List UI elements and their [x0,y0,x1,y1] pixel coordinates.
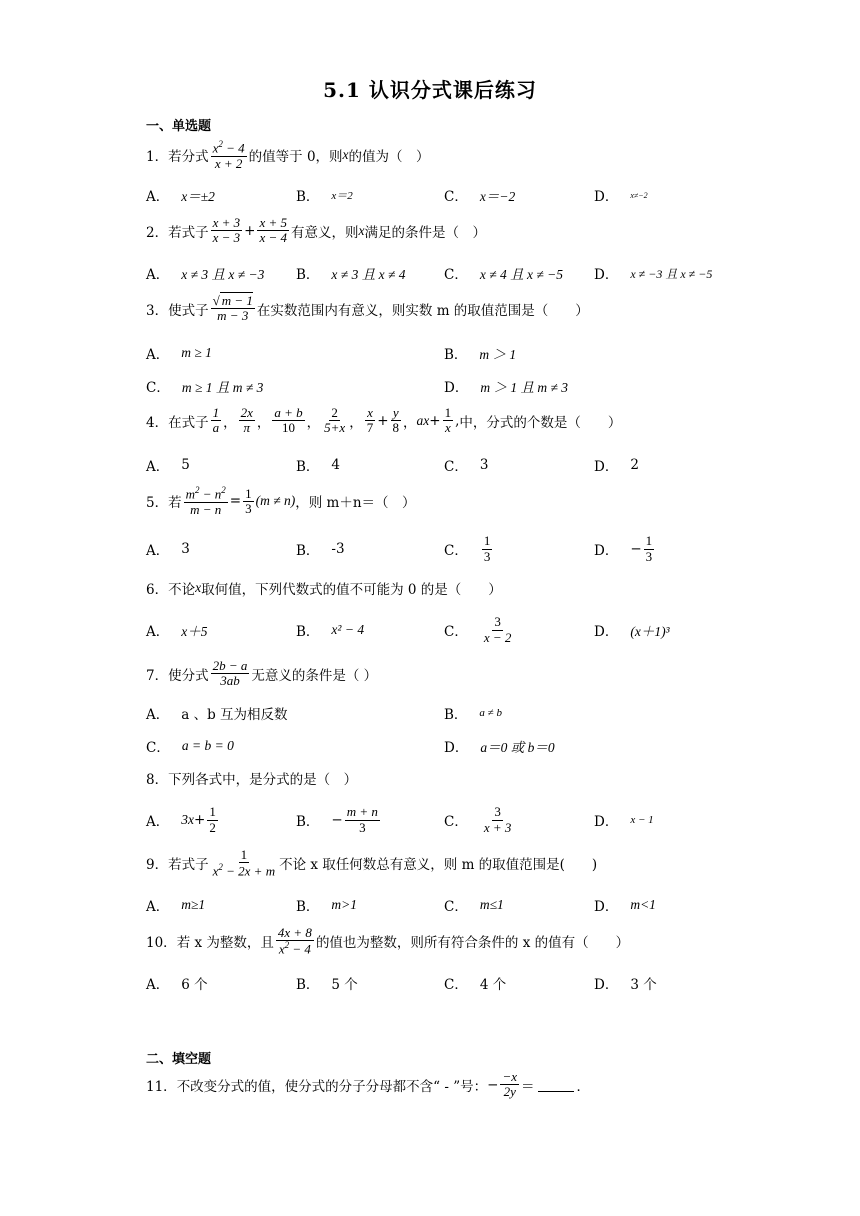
q3-option-c[interactable]: C． m ≥ 1 且 m ≠ 3 [146,380,264,396]
q2-option-b[interactable]: B． x ≠ 3 且 x ≠ 4 [296,267,406,283]
q9-option-d[interactable]: D． m<1 [594,897,656,915]
question-1: 1． 若分式 $\frac{x^2 - 4}{x + 2}$ 的值等于 0，则 x 的值为（ ） [146,139,430,171]
q2-option-a[interactable]: A． x ≠ 3 且 x ≠ −3 [146,267,265,283]
page-title: 5.1 认识分式课后练习 [323,78,537,102]
q9-options [146,893,746,917]
q9-option-c[interactable]: C． m≤1 [444,897,504,915]
q10-option-d[interactable]: D． 3 个 [594,977,657,993]
q9-option-a[interactable]: A． m≥1 [146,897,206,915]
question-6: 6． 不论 x 取何值，下列代数式的值不可能为 0 的是（ ） [146,580,502,598]
q4-options [146,453,746,477]
q3-option-b[interactable]: B． m ＞ 1 [444,347,517,363]
question-3: 3． 使式子 $\frac{√ m - 1}{m - 3}$ 在实数范围内有意义，则实数 m 的取值范围是（ ） [146,293,589,324]
answer-blank[interactable] [538,1077,574,1092]
q8-option-a[interactable]: A． 3x + $\frac{1}{2}$ [146,804,216,835]
section-single-choice: 一、单选题 [146,119,212,134]
q1-option-b[interactable]: B． x＝2 [296,189,353,205]
q3-options-row2 [146,374,746,398]
question-9: 9． 若式子 $\frac{1}{x^2 - 2x + m}$ 不论 x 取任何数总有意义，则 m 的取值范围是( ) [146,847,598,879]
q8-option-c[interactable]: C． $\frac{3}{x + 3}$ [444,804,512,835]
q6-options [146,614,746,645]
q3-option-d[interactable]: D． m ＞ 1 且 m ≠ 3 [444,380,568,396]
q6-option-a[interactable]: A． x＋5 [146,624,208,640]
question-11: 11． 不改变分式的值，使分式的分子分母都不含“ - ”号： − $\frac{-x}{2y}$ ＝ ． [146,1069,590,1100]
section-fill-blank: 二、填空题 [146,1052,212,1067]
q10-option-a[interactable]: A． 6 个 [146,977,208,993]
q3-options-row1 [146,341,746,365]
q6-option-c[interactable]: C． $\frac{3}{x - 2}$ [444,614,512,645]
q7-options-row1 [146,701,746,725]
q4-option-d[interactable]: D． 2 [594,457,639,475]
q5-option-a[interactable]: A． 3 [146,541,190,559]
q4-option-b[interactable]: B． 4 [296,457,341,475]
q1-option-c[interactable]: C． x＝−2 [444,189,516,205]
q4-option-a[interactable]: A． 5 [146,457,190,475]
q1-option-d[interactable]: D． x≠−2 [594,189,648,205]
q10-option-b[interactable]: B． 5 个 [296,977,358,993]
q8-option-d[interactable]: D． x − 1 [594,814,654,830]
q4-option-c[interactable]: C． 3 [444,457,489,475]
q1-options [146,183,746,207]
q7-option-b[interactable]: B． a ≠ b [444,707,502,723]
q7-option-a[interactable]: A． a 、b 互为相反数 [146,707,288,723]
question-7: 7． 使分式 $\frac{2b - a}{3ab}$ 无意义的条件是（ ） [146,658,378,689]
q7-option-c[interactable]: C． a = b = 0 [146,738,234,756]
q1-fraction: $\frac{x^2 - 4}{x + 2}$ [212,139,245,171]
q8-option-b[interactable]: B． − $\frac{m + n}{3}$ [296,804,378,835]
q2-option-d[interactable]: D． x ≠ −3 且 x ≠ −5 [594,266,713,283]
q6-option-d[interactable]: D． (x＋1)³ [594,624,670,640]
q7-option-d[interactable]: D． a＝0 或 b＝0 [444,740,555,756]
q5-option-d[interactable]: D． − $\frac{1}{3}$ [594,533,653,564]
q5-option-b[interactable]: B． -3 [296,541,345,559]
q5-options [146,533,746,564]
question-5: 5． 若 $\frac{m^2 - n^2}{m - n}$ = $\frac{1}{3}$ (m ≠ n) ，则 m＋n＝（ ） [146,485,416,517]
q10-option-c[interactable]: C． 4 个 [444,977,507,993]
question-10: 10． 若 x 为整数，且 $\frac{4x + 8}{x^2 - 4}$ 的值也为整数，则所有符合条件的 x 的值有（ ） [146,925,630,957]
question-2: 2． 若式子 $\frac{x + 3}{x - 3}$ + $\frac{x + 5}{x - 4}$ 有意义，则 x 满足的条件是（ ） [146,215,486,246]
q8-options [146,804,746,835]
q1-option-a[interactable]: A． x＝±2 [146,189,215,205]
q2-option-c[interactable]: C． x ≠ 4 且 x ≠ −5 [444,267,564,283]
q6-option-b[interactable]: B． x² − 4 [296,622,365,640]
question-4: 4． 在式子 $\frac{1}{a}$ ， $\frac{2x}{\pi}$ ， $\frac{a + b}{10}$ ， $\frac{2}{5+x}$ ， $\frac{x}{7}$ + $\frac{y}{8}$ ， ax + $\frac{1}{x}$ , 中，分式的个数是（ ） [146,405,622,436]
q7-options-row2 [146,734,746,758]
q10-options [146,971,746,995]
q3-option-a[interactable]: A． m ≥ 1 [146,345,212,363]
q5-option-c[interactable]: C． $\frac{1}{3}$ [444,533,491,564]
question-8: 8． 下列各式中，是分式的是（ ） [146,772,358,788]
q9-option-b[interactable]: B． m>1 [296,897,358,915]
q2-options [146,261,746,285]
